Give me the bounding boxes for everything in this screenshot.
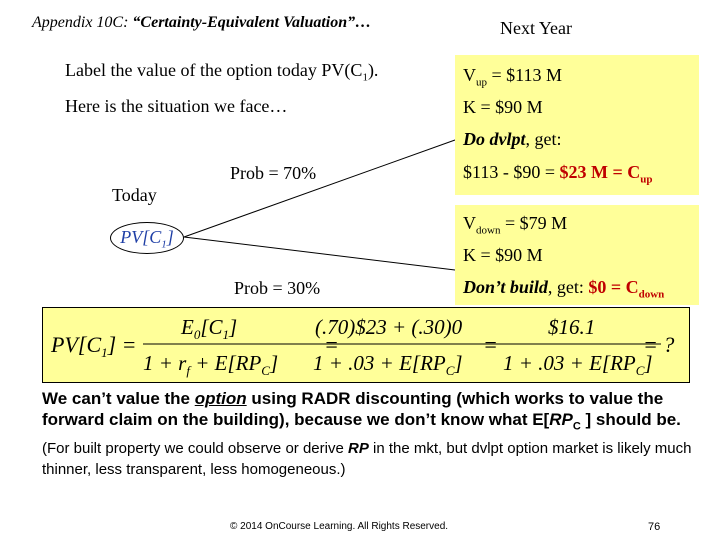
instruction-text: Label the value of the option today PV(C (65, 60, 363, 80)
instruction-line-2: Here is the situation we face… (65, 96, 288, 116)
para-part-1: We can’t value the (42, 389, 195, 408)
page-number: 76 (648, 521, 661, 533)
tree-branch-down (184, 237, 455, 270)
instruction-suffix: ). (367, 60, 379, 80)
v-up-line (463, 65, 562, 89)
v-down-prefix: V (463, 213, 476, 233)
c-up-sub: up (640, 173, 653, 186)
do-dvlpt-line (463, 129, 562, 150)
eq-f2-denominator: $1 + .03 + E[RP_C]$ (313, 351, 463, 378)
para-part-2: using RADR discounting (which works to value the forward claim on the building), because we don’t know what E[ (42, 389, 664, 429)
para-note: (For built property we could observe or derive RP in the mkt, but dvlpt option market is likely much thinner, less transparent, less homogeneous.) (42, 440, 692, 479)
c-down-sub: down (638, 288, 665, 301)
up-state-box (455, 55, 699, 195)
v-down-sub: down (476, 224, 501, 237)
valuation-equation-box (42, 307, 690, 383)
title-appendix: Appendix 10C: (32, 14, 133, 31)
today-label: Today (112, 185, 157, 205)
v-up-sub: up (476, 76, 487, 89)
prob-up-label: Prob = 70% (230, 163, 317, 183)
para-part-3: ] should be. (580, 410, 681, 429)
pv-node-label: $PV[C_1]$ (120, 227, 174, 251)
eq-f1-denominator: $1 + r_f + E[RP_C]$ (143, 351, 279, 378)
eq-f2-numerator: (.70)$23 + (.30)0 (315, 315, 463, 339)
copyright-footer: © 2014 OnCourse Learning. All Rights Reserved. (230, 521, 449, 532)
eq-f1-numerator: $E_0[C_1]$ (181, 315, 238, 342)
c-up-line (463, 162, 652, 186)
tree-branch-up (184, 140, 455, 237)
v-down-line (463, 213, 567, 237)
valuation-equation (43, 308, 691, 384)
eq-equals-1: = (324, 332, 339, 357)
next-year-heading: Next Year (500, 18, 572, 38)
para-rp: RP (549, 410, 573, 429)
eq-equals-2: = (483, 332, 498, 357)
c-down-result: $0 = C (588, 277, 639, 297)
explanation-paragraph (42, 388, 692, 479)
v-down-value: = $79 M (500, 213, 568, 233)
v-up-prefix: V (463, 65, 476, 85)
pv-node (110, 222, 184, 254)
instruction-sub: 1 (362, 71, 368, 84)
v-up-value: = $113 M (487, 65, 562, 85)
do-dvlpt-suffix: , get: (525, 129, 562, 149)
dont-build-line (463, 277, 664, 301)
eq-f3-denominator: $1 + .03 + E[RP_C]$ (503, 351, 653, 378)
down-state-box (455, 205, 699, 305)
dont-build-label: Don’t build (463, 277, 548, 297)
eq-question: = ? (643, 332, 675, 357)
prob-down-label: Prob = 30% (234, 278, 321, 298)
k-down-line: K = $90 M (463, 245, 543, 265)
para-option: option (194, 389, 247, 408)
c-up-calc: $113 - $90 = (463, 162, 560, 182)
do-dvlpt-label: Do dvlpt (463, 129, 526, 149)
title-subject: “Certainty-Equivalent Valuation”… (132, 14, 372, 31)
k-up-line: K = $90 M (463, 97, 543, 117)
dont-build-get: , get: (547, 277, 589, 297)
c-up-result: $23 M = C (559, 162, 641, 182)
para-rp-sub: C (572, 420, 581, 433)
eq-lhs: $PV[C_1]$ = (51, 332, 137, 360)
eq-f3-numerator: $16.1 (548, 315, 596, 339)
